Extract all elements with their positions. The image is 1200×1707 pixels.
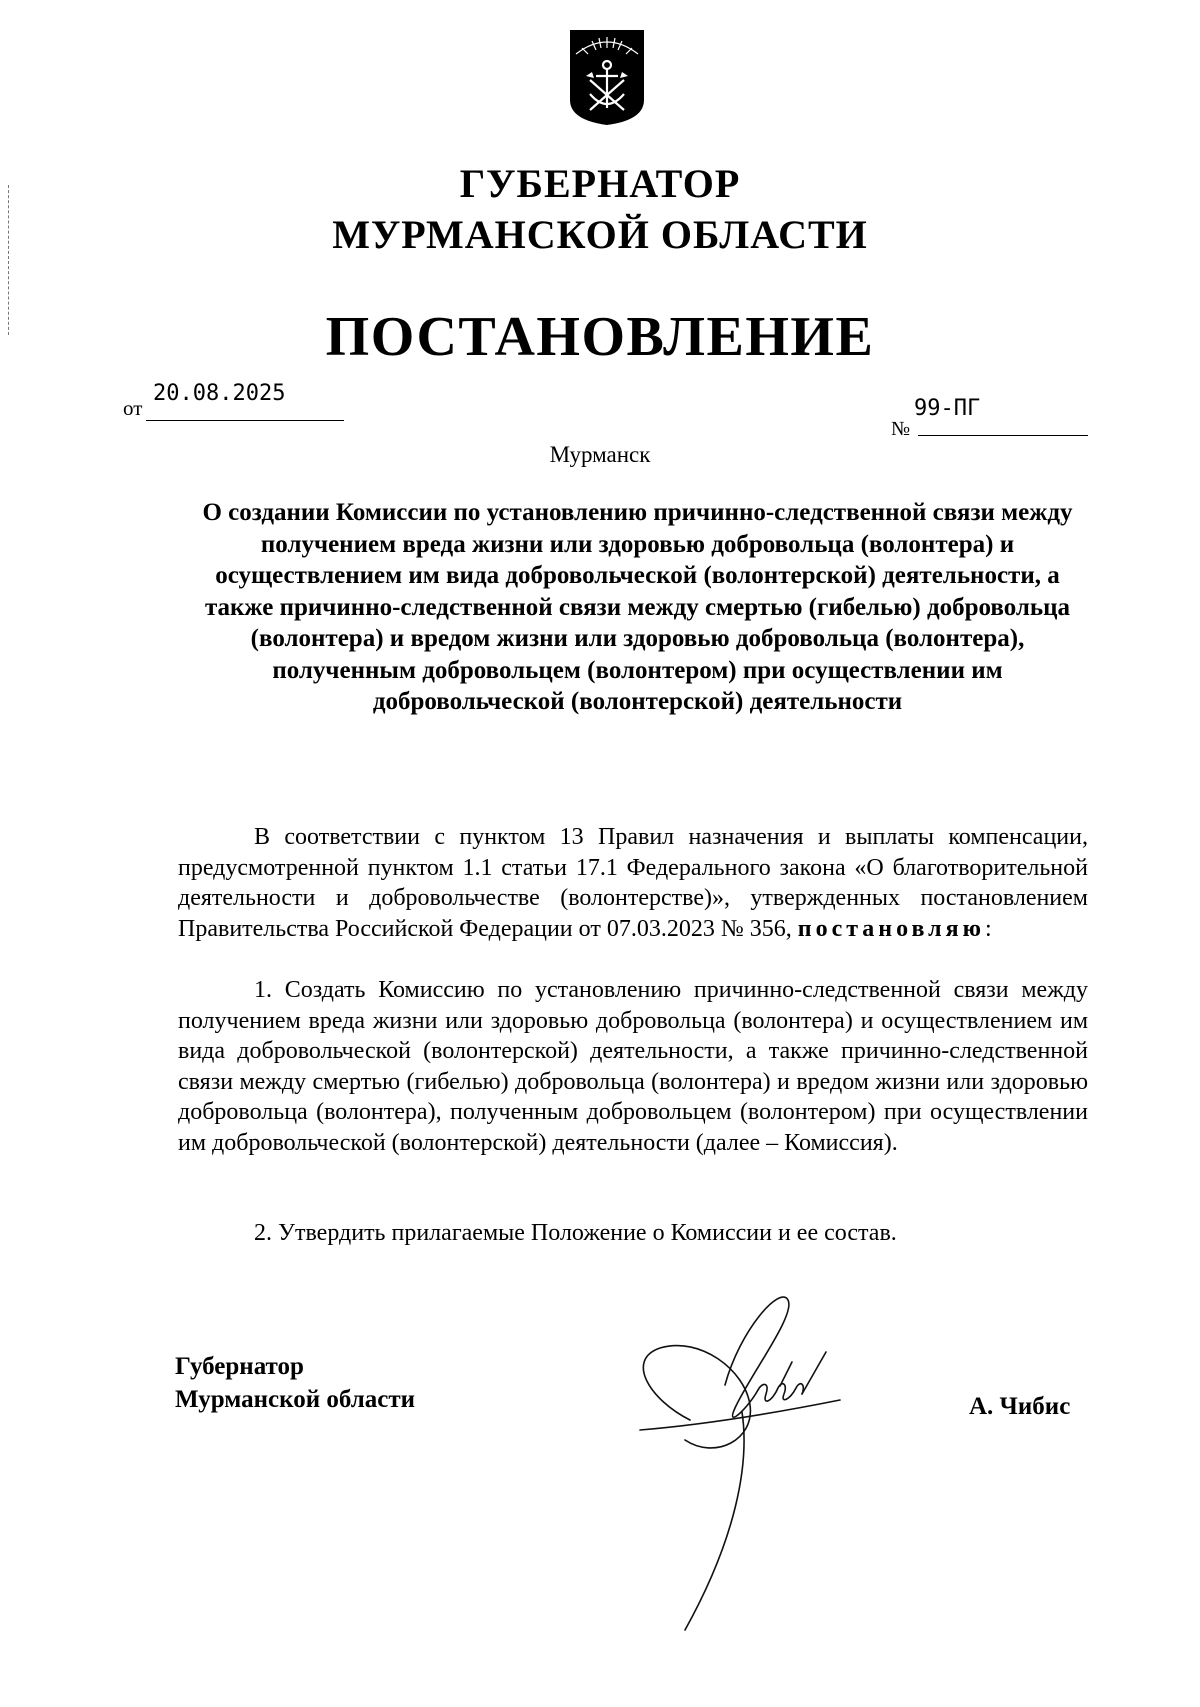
signatory-name: А. Чибис <box>969 1393 1071 1420</box>
document-type-title: ПОСТАНОВЛЕНИЕ <box>325 306 875 368</box>
resolve-colon: : <box>984 915 992 942</box>
signatory-position-line2: Мурманской области <box>175 1386 416 1413</box>
number-underline <box>918 435 1088 436</box>
document-date: 20.08.2025 <box>153 381 286 406</box>
resolve-word: постановляю <box>797 915 985 942</box>
document-number: 99-ПГ <box>914 396 981 421</box>
authority-title-line2: МУРМАНСКОЙ ОБЛАСТИ <box>332 212 868 257</box>
item-2-paragraph: 2. Утвердить прилагаемые Положение о Комиссии и ее состав. <box>254 1220 897 1246</box>
date-prefix: от <box>123 396 143 420</box>
preamble-text: В соответствии с пунктом 13 Правил назначения и выплаты компенсации, предусмотренной пунктом 1.1 статьи 17.1 Федерального закона «О благотворительной деятельности и добровольчестве (волонтерстве)», утвержденных постановлением Правительства Российской Федерации от 07.03.2023 № 356, <box>178 824 1088 942</box>
issue-city: Мурманск <box>549 442 651 467</box>
authority-title-line1: ГУБЕРНАТОР <box>459 161 741 206</box>
preamble-paragraph <box>178 822 1088 944</box>
signatory-position-line1: Губернатор <box>175 1353 304 1380</box>
item-1-paragraph: 1. Создать Комиссию по установлению причинно-следственной связи между получением вреда жизни или здоровью добровольца (волонтера) и осуществлением им вида добровольческой (волонтерской) деятельности, а также причинно-следственной связи между смертью (гибелью) добровольца (волонтера) и вредом жизни или здоровью добровольца (волонтера), полученным добровольцем (волонтером) при осуществлении им добровольческой (волонтерской) деятельности (далее – Комиссия). <box>178 977 1088 1156</box>
handwritten-signature-icon <box>630 1290 860 1660</box>
signatory-position <box>175 1350 415 1416</box>
coat-of-arms-icon <box>568 28 646 126</box>
document-subject-title: О создании Комиссии по установлению причинно-следственной связи между получением вреда жизни или здоровью добровольца (волонтера) и осуществлением им вида добровольческой (волонтерской) деятельности, а также причинно-следственной связи между смертью (гибелью) добровольца (волонтера) и вредом жизни или здоровью добровольца (волонтера), полученным добровольцем (волонтером) при осуществлении им добровольческой (волонтерской) деятельности <box>202 499 1073 715</box>
date-underline <box>146 420 344 421</box>
number-prefix: № <box>891 418 911 440</box>
